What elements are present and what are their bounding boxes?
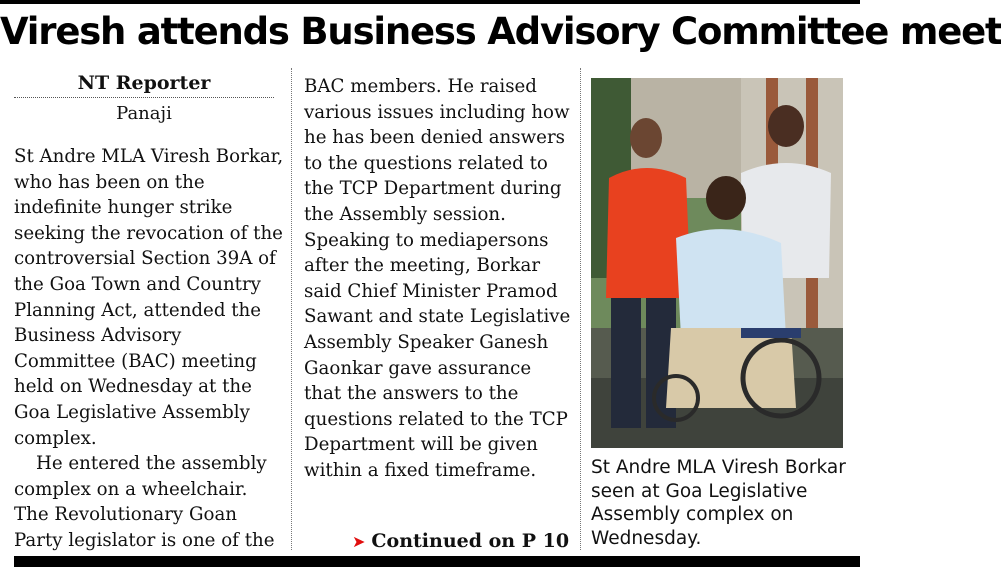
column-divider <box>580 68 581 550</box>
paragraph-1: St Andre MLA Viresh Borkar, who has been on the indefinite hunger strike seeking the revocation of the controversial Section 39A of the Goa Town and Country Planning Act, attended the Business Advisory Committee (BAC) meeting held on Wednesday at the Goa Legislative Assembly complex. <box>14 146 284 449</box>
arrow-right-icon: ➤ <box>352 532 366 551</box>
continued-notice[interactable] <box>352 528 569 555</box>
headline: Viresh attends Business Advisory Committee meet <box>0 10 1001 53</box>
photo-illustration <box>591 78 843 448</box>
paragraph-3: BAC members. He raised various issues including how he has been denied answers to the questions related to the TCP Department during the Assembly session. Speaking to mediapersons after the meeting, Borkar said Chief Minister Pramod Sawant and state Legislative Assembly Speaker Ganesh Gaonkar gave assurance that the answers to the questions related to the TCP Department will be given within a fixed timeframe. <box>304 76 571 481</box>
article-column-2 <box>304 74 574 484</box>
bottom-border <box>14 556 860 567</box>
dateline: Panaji <box>116 103 172 124</box>
paragraph-2: He entered the assembly complex on a wheelchair. The Revolutionary Goan Party legislator is one of the <box>14 453 275 551</box>
column-divider <box>291 68 292 550</box>
article-column-1 <box>14 144 284 554</box>
top-border <box>0 0 860 4</box>
continued-label: Continued on P 10 <box>371 530 570 552</box>
news-photo <box>591 78 843 448</box>
photo-caption: St Andre MLA Viresh Borkar seen at Goa Legislative Assembly complex on Wednesday. <box>591 457 846 549</box>
byline-divider <box>14 97 274 98</box>
byline: NT Reporter <box>77 72 211 94</box>
